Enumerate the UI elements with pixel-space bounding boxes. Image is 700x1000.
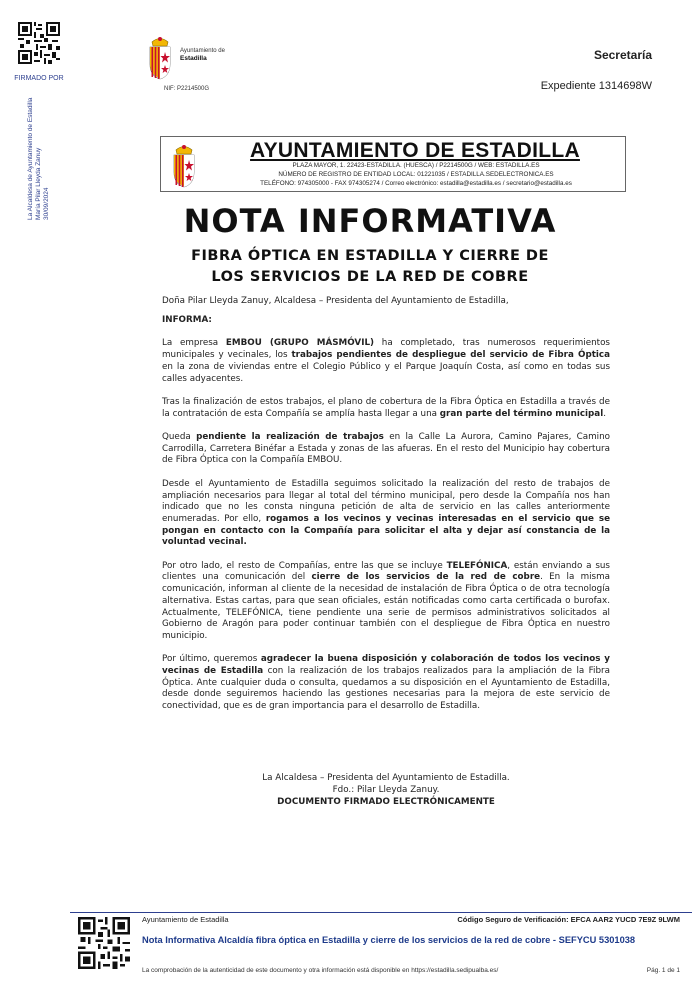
paragraph-2: Tras la finalización de estos trabajos, el plano de cobertura de la Fibra Óptica en Estadilla a través de la contratación de esta Compañía se amplía hasta llegar a una gran parte del término municipal. (162, 396, 610, 419)
coat-of-arms-icon (146, 34, 174, 80)
closing-signer: Fdo.: Pilar Lleyda Zanuy. (332, 785, 440, 795)
page-number: Pág. 1 de 1 (646, 967, 680, 974)
signature-block (162, 772, 610, 808)
informa-heading: INFORMA: (162, 314, 212, 325)
nif-text: NIF: P2214500G (164, 86, 210, 92)
document-title: NOTA INFORMATIVA (183, 202, 557, 240)
intro-paragraph: Doña Pilar Lleyda Zanuy, Alcaldesa – Presidenta del Ayuntamiento de Estadilla, (162, 296, 509, 306)
paragraph-5: Por otro lado, el resto de Compañías, entre las que se incluye TELEFÓNICA, están enviando a sus clientes una comunicación del cierre de los servicios de la red de cobre. En la misma comunicación, informan al cliente de la necesidad de instalación de Fibra Óptica o de otra tecnología alternativa. Estas cartas, para que sean oficiales, están notificadas como carta certificada o burofax. Actualmente, TELEFÓNICA, tiene pendiente una serie de permisos administrativos solicitados al Gobierno de Aragón para poder continuar también con el despliegue de Fibra Óptica en nuestro municipio. (162, 560, 610, 641)
department-label: Secretaría (593, 48, 652, 62)
footer-divider (70, 912, 692, 913)
header-org-line2: Estadilla (180, 55, 207, 62)
closing-role: La Alcaldesa – Presidenta del Ayuntamiento de Estadilla. (262, 773, 510, 783)
qr-code-icon[interactable] (18, 22, 60, 64)
footer-organization: Ayuntamiento de Estadilla (142, 915, 229, 924)
paragraph-1: La empresa EMBOU (GRUPO MÁSMÓVIL) ha completado, tras numerosos requerimientos municipales y vecinales, los trabajos pendientes de despliegue del servicio de Fibra Óptica en la zona de viviendas entre el Colegio Público y el Parque Joaquín Costa, así como en todas sus calles adyacentes. (162, 338, 610, 384)
signer-name: María Pilar Lleyda Zanuy (35, 147, 42, 220)
signed-by-label: FIRMADO POR (14, 75, 64, 82)
document-subtitle (120, 246, 620, 288)
subtitle-line: FIBRA ÓPTICA EN ESTADILLA Y CIERRE DE (191, 248, 549, 264)
letterhead-title: AYUNTAMIENTO DE ESTADILLA (250, 139, 580, 162)
letterhead (160, 136, 626, 192)
expediente-number: Expediente 1314698W (540, 80, 652, 92)
footer (70, 912, 692, 984)
letterhead-contact: TELÉFONO: 974305000 - FAX 974305274 / Correo electrónico: estadilla@estadilla.es / secretario@estadilla.es (260, 180, 572, 187)
letterhead-registry: NÚMERO DE REGISTRO DE ENTIDAD LOCAL: 01221035 / ESTADILLA.SEDELECTRONICA.ES (278, 171, 554, 178)
header-org-line1: Ayuntamiento de (180, 48, 225, 54)
paragraph-4: Desde el Ayuntamiento de Estadilla seguimos solicitado la realización del resto de trabajos de ampliación necesarios para llegar al total del término municipal, pero desde la Compañía nos han indicado que no les consta ninguna petición de alta de servicio en las calles anteriormente enumeradas. Por ello, rogamos a los vecinos y vecinas interesadas en el servicio que se pongan en contacto con la Compañía para solicitar el alta y dejar así constancia de la voluntad vecinal. (162, 478, 610, 548)
coat-of-arms-icon (169, 142, 199, 188)
footer-document-title: Nota Informativa Alcaldía fibra óptica en Estadilla y cierre de los servicios de la red de cobre - SEFYCU 5301038 (142, 935, 636, 945)
signature-strip (0, 0, 78, 912)
qr-code-icon[interactable] (78, 917, 130, 969)
letterhead-address: PLAZA MAYOR, 1. 22423-ESTADILLA. (HUESCA) / P2214500G / WEB: ESTADILLA.ES (292, 162, 540, 169)
header-organization (180, 48, 225, 63)
verification-code: Código Seguro de Verificación: EFCA AAR2 YUCD 7E9Z 9LWM (457, 915, 680, 924)
subtitle-line: LOS SERVICIOS DE LA RED DE COBRE (211, 269, 529, 285)
paragraph-6: Por último, queremos agradecer la buena disposición y colaboración de todos los vecinos y vecinas de Estadilla con la realización de los trabajos realizados para la ampliación de la Fibra Óptica. Ante cualquier duda o consulta, quedamos a su disposición en el Ayuntamiento de Estadilla, desde donde seguiremos haciendo las gestiones necesarias para la mejora de este servicio de conectividad, que es de gran importancia para el desarrollo de Estadilla. (162, 654, 610, 712)
document-body (162, 296, 610, 725)
sign-date: 30/09/2024 (43, 187, 50, 220)
authenticity-note[interactable]: La comprobación de la autenticidad de este documento y otra información está disponible en https://estadilla.sedipualba.es/ (142, 967, 499, 974)
paragraph-3: Queda pendiente la realización de trabajos en la Calle La Aurora, Camino Pajares, Camino Carrodilla, Carretera Binéfar a Estada y zonas de las afueras. En el resto del Municipio hay cobertura de Fibra Óptica con la Compañía EMBOU. (162, 432, 611, 466)
closing-electronic: DOCUMENTO FIRMADO ELECTRÓNICAMENTE (277, 797, 495, 807)
signer-role: La Alcaldesa de Ayuntamiento de Estadilla (27, 97, 34, 220)
